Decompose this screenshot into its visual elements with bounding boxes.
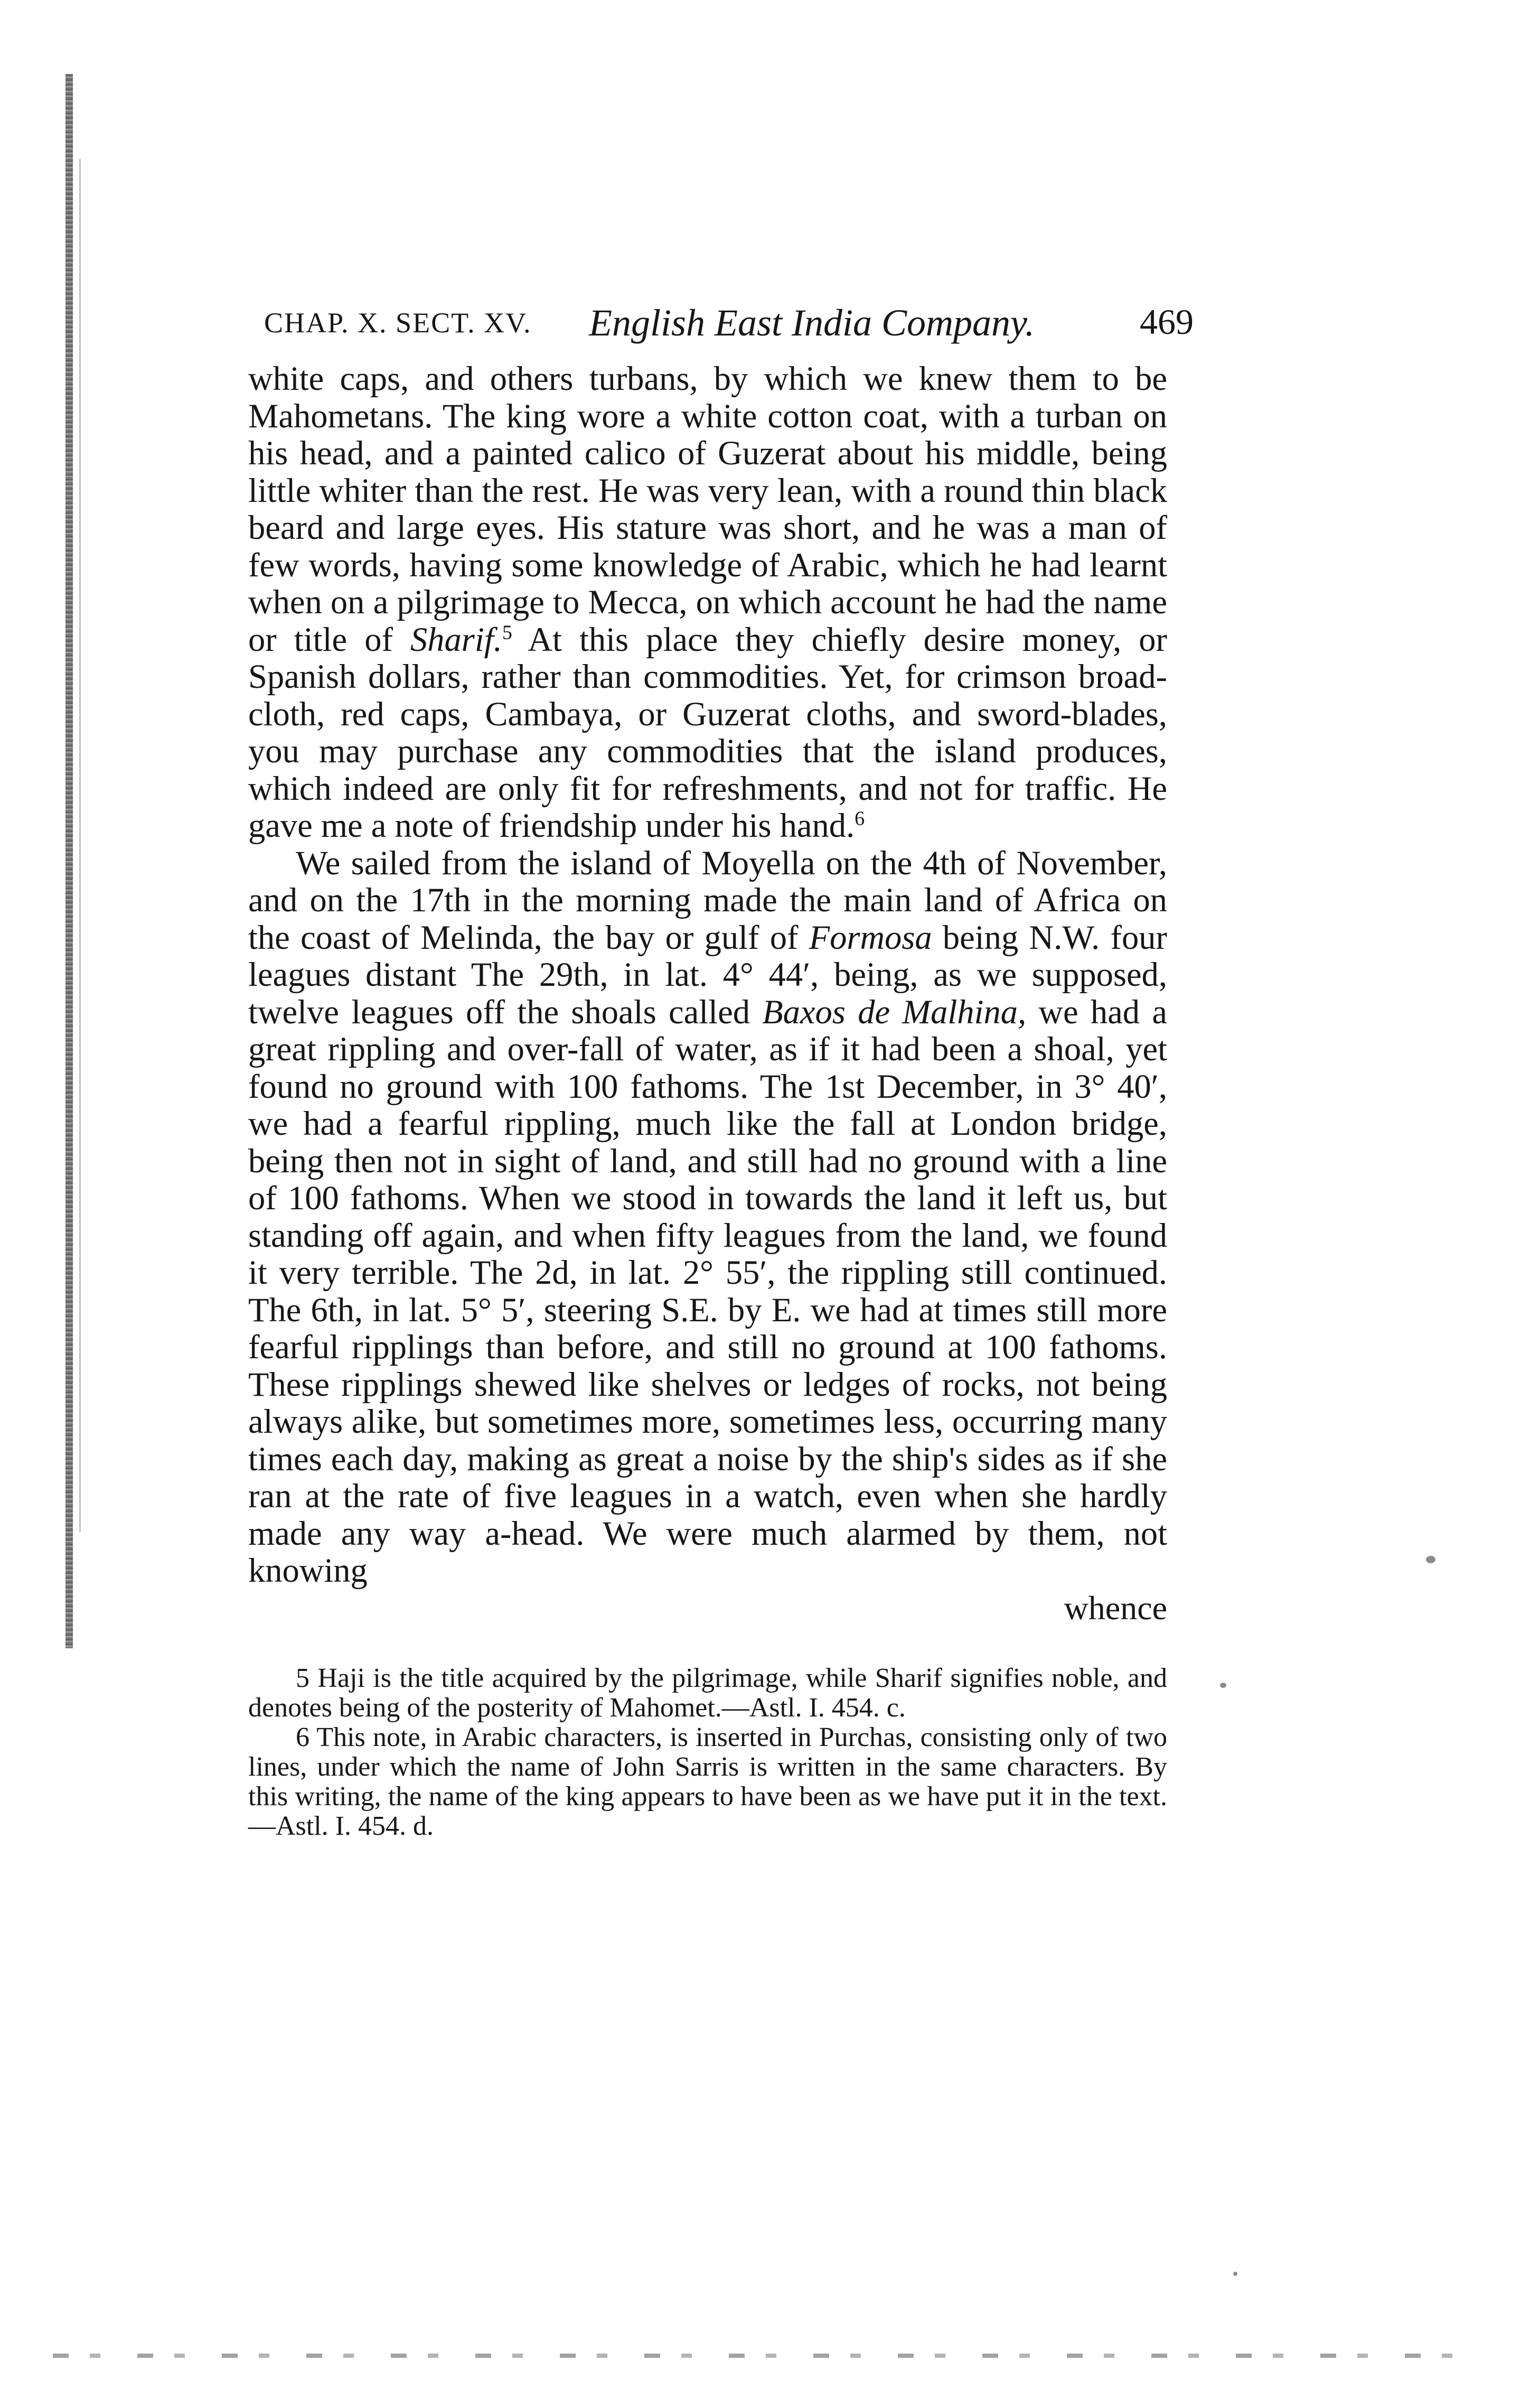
scan-margin-line xyxy=(79,158,81,1532)
page-number: 469 xyxy=(1140,302,1194,342)
chapter-section-label: CHAP. X. SECT. XV. xyxy=(264,307,532,339)
footnote-5: 5 Haji is the title acquired by the pilgrimage, while Sharif signifies noble, and denotes being of the posterity of Mahomet.—Astl. I. 454. c. xyxy=(248,1663,1167,1723)
footnote-ref: 6 xyxy=(855,807,865,830)
footnote-ref: 5 xyxy=(502,621,512,643)
book-page xyxy=(248,296,1194,1841)
text-run: white caps, and others turbans, by which we knew them to be Mahometans. The king wore a white cotton coat, with a turban on his head, and a painted calico of Guzerat about his middle, being little whiter than the rest. He was very lean, with a round thin black beard and large eyes. His stature was short, and he was a man of few words, having some knowledge of Arabic, which he had learnt when on a pilgrimage to Mecca, on which account he had the name or title of xyxy=(248,360,1167,658)
scan-binding-edge xyxy=(65,74,73,1648)
text-run: We sailed from the island of Moyella on the 4th of November, and on the 17th in the morning made the main land of Africa on the coast of Melinda, the bay or gulf of xyxy=(248,844,1167,956)
running-head xyxy=(248,296,1194,354)
scan-bottom-edge xyxy=(53,2354,1468,2358)
footnotes xyxy=(248,1664,1167,1841)
scan-speck xyxy=(1233,2272,1237,2276)
running-title: English East India Company. xyxy=(589,302,1035,344)
text-run: being N.W. four leagues distant The 29th, in lat. 4° 44′, being, as we supposed, twelve leagues off the shoals called xyxy=(248,918,1167,1031)
body-text xyxy=(248,360,1167,1590)
scan-speck xyxy=(1220,1683,1226,1688)
scan-speck xyxy=(1426,1556,1435,1563)
paragraph xyxy=(248,360,1167,845)
italic-text: Sharif. xyxy=(410,620,502,658)
italic-text: Formosa xyxy=(809,918,932,956)
paragraph xyxy=(248,845,1167,1590)
footnote-6: 6 This note, in Arabic characters, is inserted in Purchas, consisting only of two lines, under which the name of John Sarris is written in the same characters. By this writing, the name of the king appears to have been as we have put it in the text.—Astl. I. 454. d. xyxy=(248,1722,1167,1841)
italic-text: Baxos de Malhina, xyxy=(762,993,1027,1031)
text-run: At this place they chiefly desire money, or Spanish dollars, rather than commodities. Yet, for crimson broad-cloth, red caps, Cambaya, or Guzerat cloths, and sword-blades, you may purchase any commodities that the island produces, which indeed are only fit for refreshments, and not for traffic. He gave me a note of friendship under his hand. xyxy=(248,620,1167,844)
catchword: whence xyxy=(1064,1589,1167,1627)
text-run: we had a great rippling and over-fall of water, as if it had been a shoal, yet found no ground with 100 fathoms. The 1st December, in 3° 40′, we had a fearful rippling, much like the fall at London bridge, being then not in sight of land, and still had no ground with a line of 100 fathoms. When we stood in towards the land it left us, but standing off again, and when fifty leagues from the land, we found it very terrible. The 2d, in lat. 2° 55′, the rippling still continued. The 6th, in lat. 5° 5′, steering S.E. by E. we had at times still more fearful ripplings than before, and still no ground at 100 fathoms. These ripplings shewed like shelves or ledges of rocks, not being always alike, but sometimes more, sometimes less, occurring many times each day, making as great a noise by the ship's sides as if she ran at the rate of five leagues in a watch, even when she hardly made any way a-head. We were much alarmed by them, not knowing xyxy=(248,993,1167,1589)
